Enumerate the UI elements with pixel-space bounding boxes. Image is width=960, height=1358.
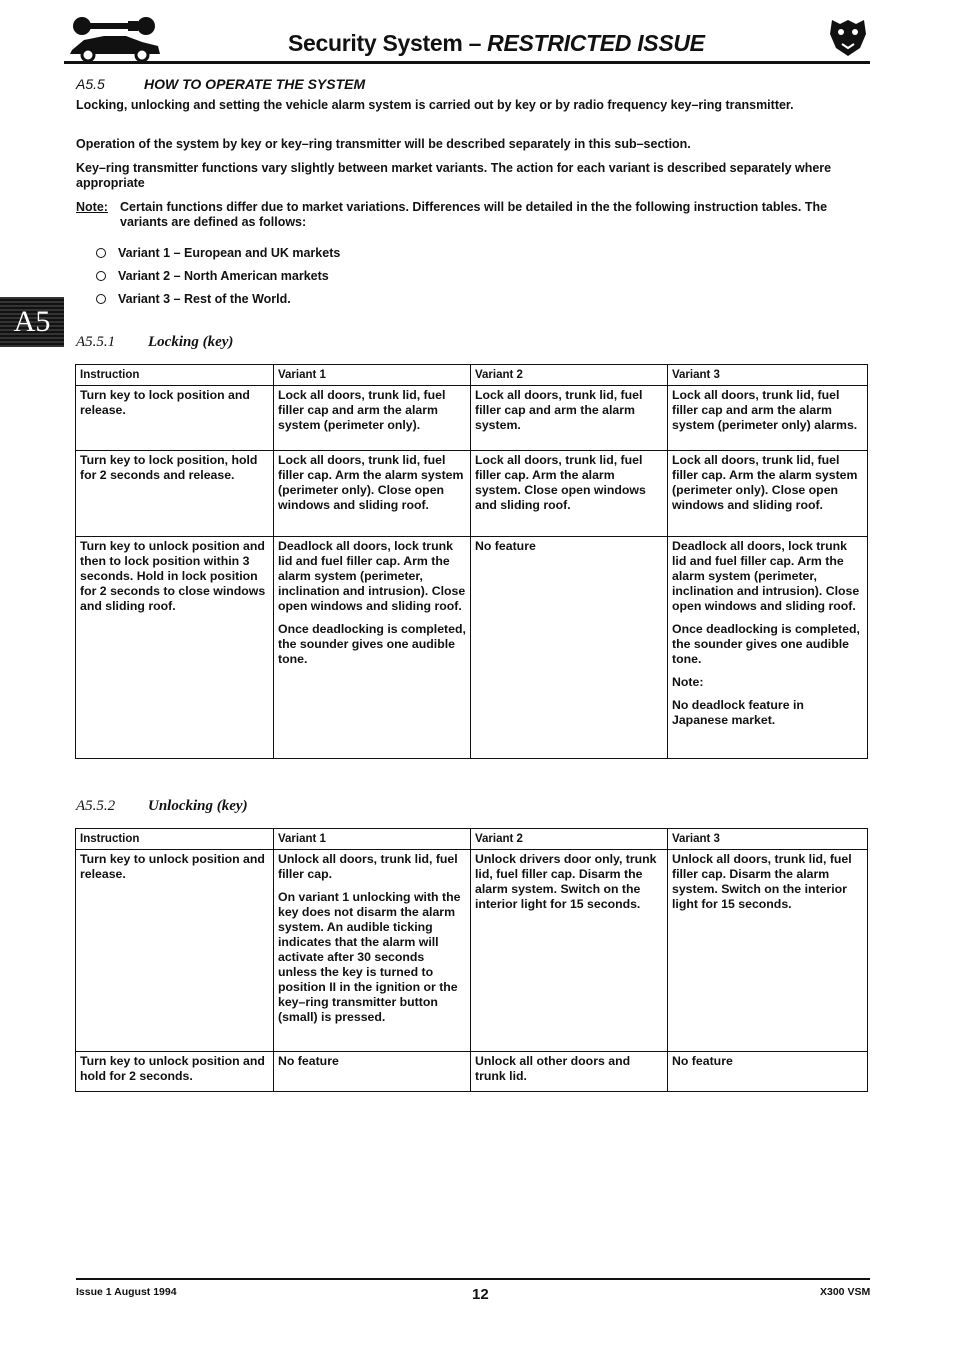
table-cell: Unlock drivers door only, trunk lid, fuel filler cap. Disarm the alarm system. Switch on the interior light for 15 seconds. (471, 850, 668, 1052)
page-number: 12 (472, 1286, 489, 1303)
table-cell: No feature (274, 1052, 471, 1092)
section-tab: A5 (0, 297, 64, 347)
table-row (76, 386, 868, 451)
intro-paragraph: Locking, unlocking and setting the vehicle alarm system is carried out by key or by radio frequency key–ring transmitter. (76, 98, 794, 112)
footer-rule (76, 1278, 870, 1280)
table-cell: Unlock all doors, trunk lid, fuel filler cap. Disarm the alarm system. Switch on the interior light for 15 seconds. (668, 850, 868, 1052)
table-cell: No feature (668, 1052, 868, 1092)
col-header: Variant 3 (668, 829, 868, 850)
table-cell: Turn key to lock position and release. (76, 386, 274, 451)
col-header: Variant 2 (471, 829, 668, 850)
unlocking-subheading: A5.5.2 Unlocking (key) (76, 798, 248, 814)
footer-doc-id: X300 VSM (820, 1286, 871, 1298)
table-row (76, 850, 868, 1052)
bullet-icon (96, 248, 106, 258)
locking-table (75, 364, 868, 759)
col-header: Variant 1 (274, 829, 471, 850)
table-cell: Lock all doors, trunk lid, fuel filler cap. Arm the alarm system (perimeter only). Close open windows and sliding roof. (668, 451, 868, 537)
table-cell: Deadlock all doors, lock trunk lid and fuel filler cap. Arm the alarm system (perimeter, inclination and intrusion). Close open windows and sliding roof. Once deadlocking is completed, the sounder gives one audible tone. (274, 537, 471, 759)
table-cell: Lock all doors, trunk lid, fuel filler cap. Arm the alarm system. Close open windows and sliding roof. (471, 451, 668, 537)
table-cell: Turn key to lock position, hold for 2 seconds and release. (76, 451, 274, 537)
variant-list (96, 241, 796, 310)
header-rule (64, 61, 870, 64)
table-cell: Turn key to unlock position and then to lock position within 3 seconds. Hold in lock position for 2 seconds to close windows and sliding roof. (76, 537, 274, 759)
unlocking-table (75, 828, 868, 1092)
jaguar-head-icon (826, 14, 870, 58)
table-cell: Lock all doors, trunk lid, fuel filler cap. Arm the alarm system (perimeter only). Close open windows and sliding roof. (274, 451, 471, 537)
list-item: Variant 3 – Rest of the World. (96, 287, 796, 310)
table-cell: Deadlock all doors, lock trunk lid and fuel filler cap. Arm the alarm system (perimeter, inclination and intrusion). Close open windows and sliding roof. Once deadlocking is completed, the sounder gives one audible tone. Note: No deadlock feature in Japanese market. (668, 537, 868, 759)
note-paragraph (76, 200, 866, 230)
table-row (76, 537, 868, 759)
table-cell: Unlock all doors, trunk lid, fuel filler cap. On variant 1 unlocking with the key does not disarm the alarm system. An audible ticking indicates that the alarm will activate after 30 seconds unless the key is turned to position II in the ignition or the key–ring transmitter button (small) is pressed. (274, 850, 471, 1052)
table-cell: Lock all doors, trunk lid, fuel filler cap and arm the alarm system. (471, 386, 668, 451)
table-cell: Turn key to unlock position and release. (76, 850, 274, 1052)
list-item: Variant 1 – European and UK markets (96, 241, 796, 264)
col-header: Instruction (76, 829, 274, 850)
list-item: Variant 2 – North American markets (96, 264, 796, 287)
bullet-icon (96, 294, 106, 304)
table-cell: Lock all doors, trunk lid, fuel filler cap and arm the alarm system (perimeter only). (274, 386, 471, 451)
car-key-icon (64, 14, 164, 62)
col-header: Variant 1 (274, 365, 471, 386)
col-header: Variant 2 (471, 365, 668, 386)
table-cell: Lock all doors, trunk lid, fuel filler cap and arm the alarm system (perimeter only) alarms. (668, 386, 868, 451)
table-cell: Unlock all other doors and trunk lid. (471, 1052, 668, 1092)
col-header: Variant 3 (668, 365, 868, 386)
table-row (76, 451, 868, 537)
table-cell: Turn key to unlock position and hold for 2 seconds. (76, 1052, 274, 1092)
variants-paragraph: Key–ring transmitter functions vary slightly between market variants. The action for each variant is described separately where appropriate (76, 161, 832, 190)
table-header-row (76, 365, 868, 386)
note-label: Note: (76, 200, 108, 214)
page-header-title: Security System – RESTRICTED ISSUE (288, 30, 705, 56)
table-header-row (76, 829, 868, 850)
table-row (76, 1052, 868, 1092)
bullet-icon (96, 271, 106, 281)
operation-paragraph: Operation of the system by key or key–ring transmitter will be described separately in this sub–section. (76, 137, 691, 151)
locking-subheading: A5.5.1 Locking (key) (76, 334, 234, 350)
table-cell: No feature (471, 537, 668, 759)
footer-issue: Issue 1 August 1994 (76, 1286, 177, 1298)
note-text: Certain functions differ due to market variations. Differences will be detailed in the the following instruction tables. The variants are defined as follows: (120, 200, 828, 229)
col-header: Instruction (76, 365, 274, 386)
section-heading: A5.5 HOW TO OPERATE THE SYSTEM (76, 76, 366, 92)
